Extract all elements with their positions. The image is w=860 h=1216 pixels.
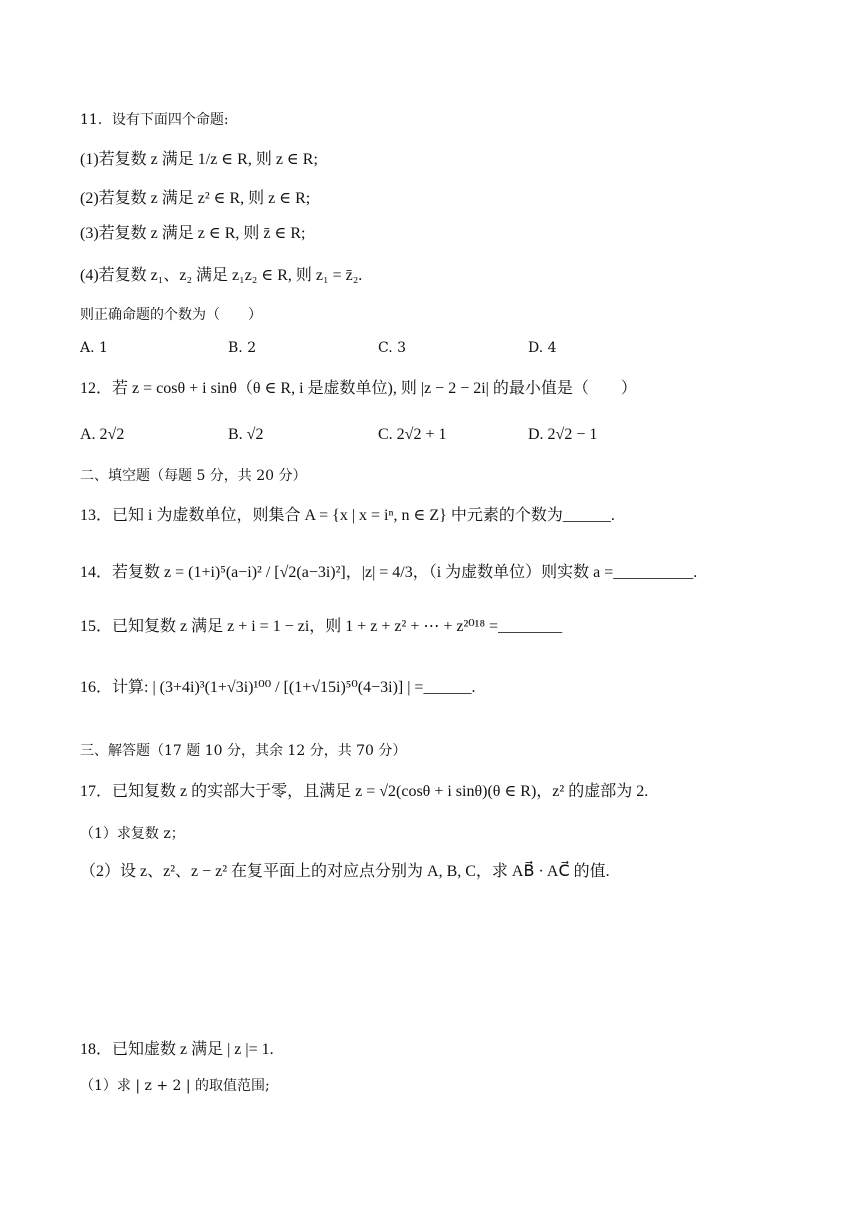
q11-proposition-4: (4)若复数 z₁、z₂ 满足 z₁z₂ ∈ R, 则 z₁ = z̄₂.	[80, 267, 363, 284]
q17-part-1: （1）求复数 z；	[80, 826, 185, 842]
q11-proposition-3: (3)若复数 z 满足 z ∈ R, 则 z̄ ∈ R;	[80, 225, 306, 242]
section-2-heading: 二、填空题（每题 5 分，共 20 分）	[80, 468, 307, 484]
q11-choice-a: A. 1	[80, 340, 108, 356]
q11-proposition-2: (2)若复数 z 满足 z² ∈ R, 则 z ∈ R;	[80, 190, 311, 207]
q17-stem: 17．已知复数 z 的实部大于零，且满足 z = √2(cosθ + i sinθ)(θ ∈ R)，z² 的虚部为 2.	[80, 783, 649, 800]
q14: 14．若复数 z = (1+i)⁵(a−i)² / [√2(a−3i)²]，|z| = 4/3，（i 为虚数单位）则实数 a =__________.	[80, 564, 698, 581]
q12-choice-c: C. 2√2 + 1	[378, 426, 447, 443]
q12-choice-b: B. √2	[228, 426, 264, 443]
q18-part-1: （1）求 | z + 2 | 的取值范围;	[80, 1078, 270, 1094]
q15: 15．已知复数 z 满足 z + i = 1 − zi，则 1 + z + z² + ⋯ + z²⁰¹⁸ =________	[80, 618, 563, 635]
q12-stem: 12．若 z = cosθ + i sinθ（θ ∈ R, i 是虚数单位), 则 |z − 2 − 2i| 的最小值是（ ）	[80, 380, 637, 397]
q18-stem: 18．已知虚数 z 满足 | z |= 1.	[80, 1041, 274, 1058]
q11-proposition-1: (1)若复数 z 满足 1/z ∈ R, 则 z ∈ R;	[80, 151, 318, 168]
q11-choice-c: C. 3	[378, 340, 407, 356]
q11-choice-b: B. 2	[228, 340, 257, 356]
q11-stem: 11．设有下面四个命题:	[80, 112, 229, 128]
q16: 16．计算: | (3+4i)³(1+√3i)¹⁰⁰ / [(1+√15i)⁵⁰(4−3i)] | =______.	[80, 679, 476, 696]
q17-part-2: （2）设 z、z²、z − z² 在复平面上的对应点分别为 A, B, C，求 AB⃗ · AC⃗ 的值.	[80, 863, 610, 880]
q11-question: 则正确命题的个数为（ ）	[80, 307, 262, 323]
section-3-heading: 三、解答题（17 题 10 分，其余 12 分，共 70 分）	[80, 743, 407, 759]
q13: 13．已知 i 为虚数单位，则集合 A = {x | x = iⁿ, n ∈ Z} 中元素的个数为______.	[80, 507, 615, 524]
q11-choice-d: D. 4	[528, 340, 557, 356]
q12-choice-d: D. 2√2 − 1	[528, 426, 598, 443]
q12-choice-a: A. 2√2	[80, 426, 125, 443]
